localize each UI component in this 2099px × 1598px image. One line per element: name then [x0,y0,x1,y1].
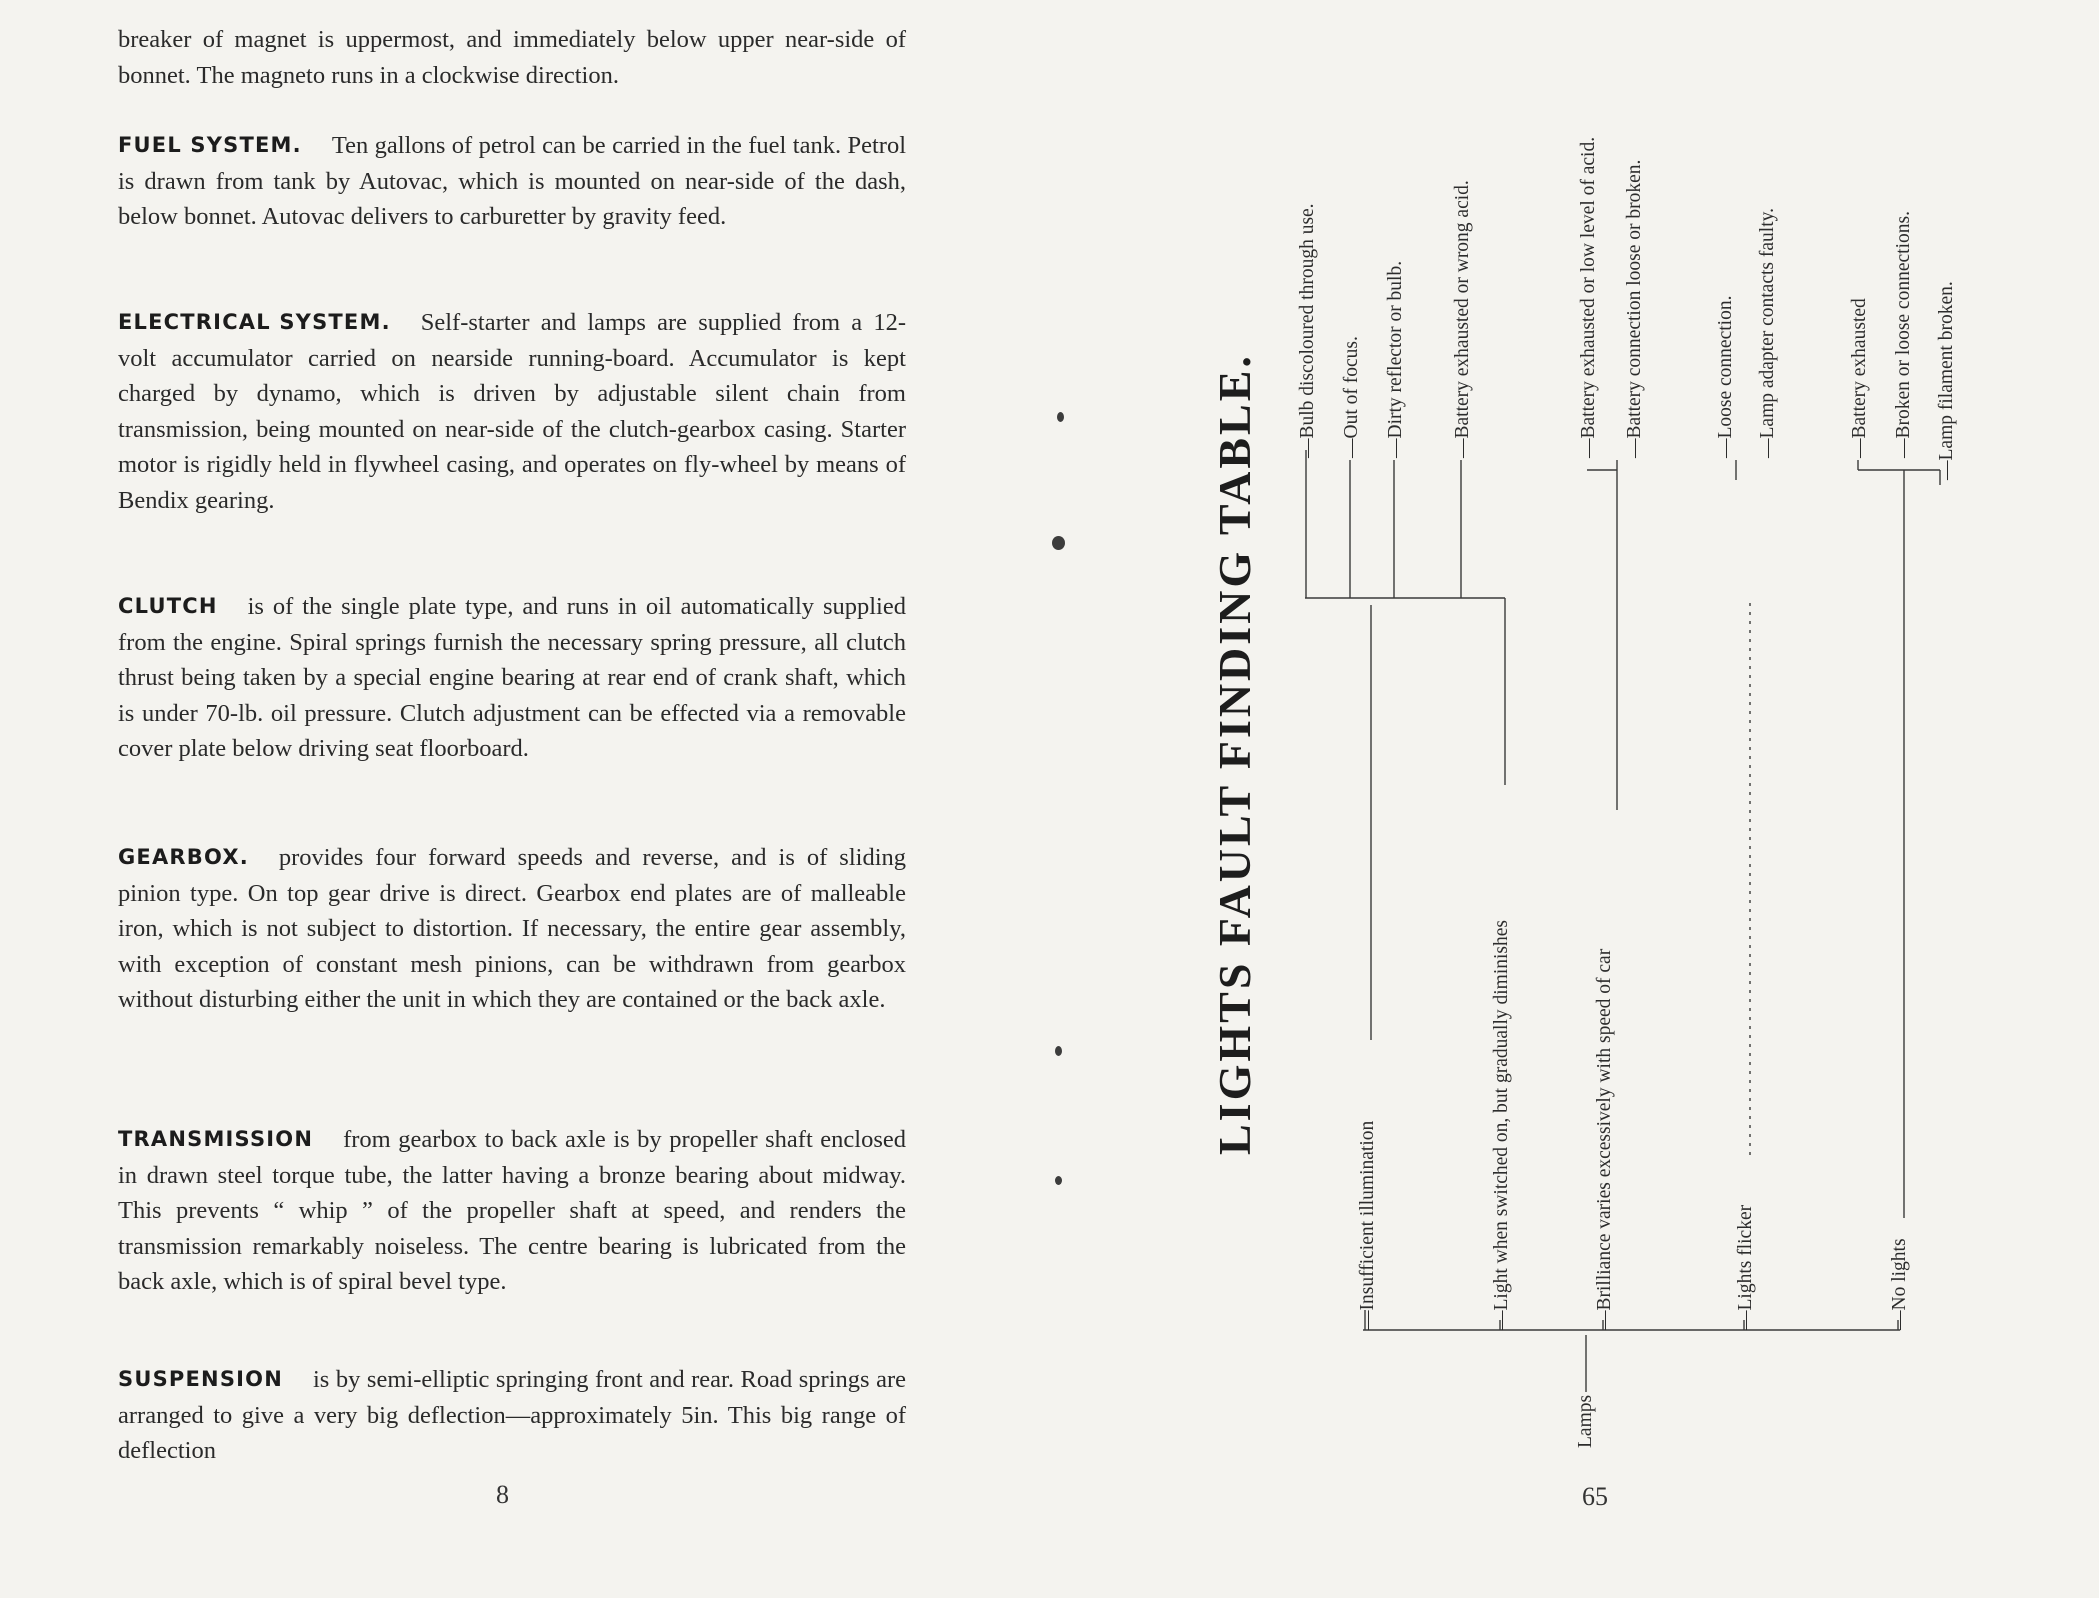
section-heading: CLUTCH [118,594,218,618]
symptom-label: —Light when switched on, but gradually diminishes [1491,920,1512,1330]
intro-paragraph: breaker of magnet is uppermost, and immediately below upper near-side of bonnet. The magneto runs in a clockwise direction. [118,26,906,89]
cause-label: —Dirty reflector or bulb. [1385,260,1406,458]
section-text: from gearbox to back axle is by propeller shaft enclosed in drawn steel torque tube, the latter having a bronze bearing about midway. This prevents “ whip ” of the propeller shaft at speed, and renders the transmission remarkably noiseless. The centre bearing is lubricated from the back axle, which is of spiral bevel type. [118,1126,906,1295]
section-text: provides four forward speeds and reverse, and is of sliding pinion type. On top gear drive is direct. Gearbox end plates are of malleable iron, which is not subject to distortion. If necessary, the entire gear assembly, with exception of constant mesh pinions, can be withdrawn from gearbox without disturbing either the unit in which they are contained or the back axle. [118,844,906,1013]
cause-label: —Lamp adapter contacts faulty. [1757,208,1778,458]
cause-label: —Bulb discoloured through use. [1297,203,1318,458]
section-heading: TRANSMISSION [118,1127,314,1151]
cause-label: —Out of focus. [1341,336,1362,458]
cause-label: —Battery exhausted [1849,298,1870,458]
section-text: Ten gallons of petrol can be carried in the fuel tank. Petrol is drawn from tank by Autovac, which is mounted on near-side of the dash, below bonnet. Autovac delivers to carburetter by gravity feed. [118,132,906,230]
section-heading: GEARBOX. [118,845,249,869]
section-text: is by semi-elliptic springing front and rear. Road springs are arranged to give a very big deflection—approximately 5in. This big range of deflection [118,1366,906,1464]
section-heading: SUSPENSION [118,1367,283,1391]
section-heading: ELECTRICAL SYSTEM. [118,310,391,334]
page-number-left: 8 [496,1480,509,1509]
section-heading: FUEL SYSTEM. [118,133,302,157]
symptom-label: —Insufficient illumination [1357,1120,1378,1330]
root-label-lamps: Lamps [1575,1394,1596,1448]
page-number-right: 65 [1582,1482,1608,1511]
symptom-label: —Brilliance varies excessively with speed of car [1594,948,1615,1330]
cause-label: —Loose connection. [1715,295,1736,458]
cause-label: —Lamp filament broken. [1936,281,1957,480]
cause-label: —Battery connection loose or broken. [1624,159,1645,458]
cause-label: —Broken or loose connections. [1893,211,1914,458]
cause-label: —Battery exhausted or wrong acid. [1452,180,1473,458]
symptom-label: —Lights flicker [1735,1204,1756,1330]
symptom-label: —No lights [1889,1238,1910,1330]
section-text: Self-starter and lamps are supplied from a 12-volt accumulator carried on nearside running-board. Accumulator is kept charged by dynamo, which is driven by adjustable silent chain from transmission, being mounted on near-side of the clutch-gearbox casing. Starter motor is rigidly held in flywheel casing, and operates on fly-wheel by means of Bendix gearing. [118,309,906,514]
section-text: is of the single plate type, and runs in oil automatically supplied from the engine. Spiral springs furnish the necessary spring pressure, all clutch thrust being taken by a special engine bearing at rear end of crank shaft, which is under 70-lb. oil pressure. Clutch adjustment can be effected via a removable cover plate below driving seat floorboard. [118,593,906,762]
cause-label: —Battery exhausted or low level of acid. [1578,136,1599,458]
table-title: LIGHTS FAULT FINDING TABLE. [1209,353,1260,1155]
